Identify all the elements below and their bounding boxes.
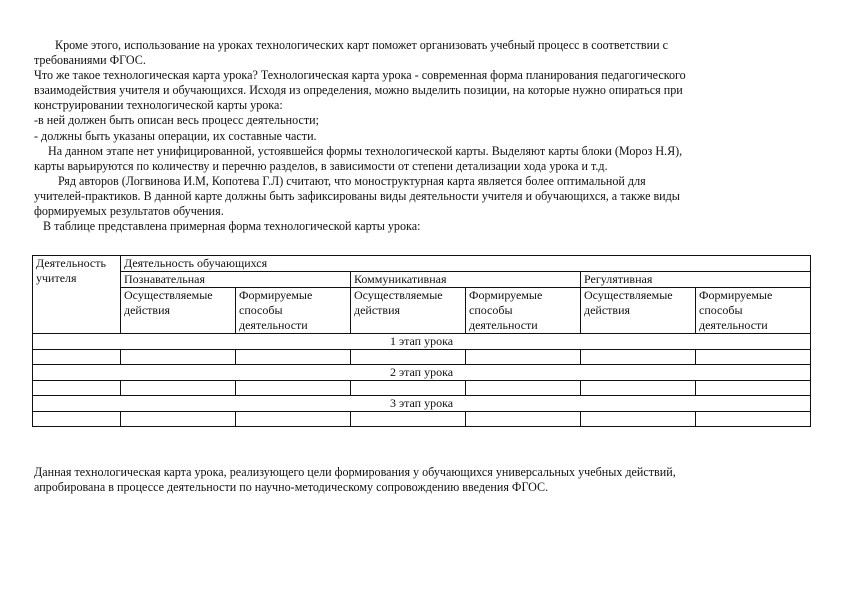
- subheader-ways: Формируемые способы деятельности: [696, 288, 811, 334]
- table-cell: [33, 350, 121, 365]
- table-row: [33, 350, 811, 365]
- paragraph-line: учителей-практиков. В данной карте должны быть зафиксированы виды деятельности учителя и обучающихся, а также виды: [34, 188, 680, 203]
- table-cell: [236, 350, 351, 365]
- technological-map-table: [32, 255, 811, 427]
- table-cell: [236, 412, 351, 427]
- table-cell: [581, 412, 696, 427]
- group-header-communicative: Коммуникативная: [351, 272, 581, 288]
- table-cell: [121, 350, 236, 365]
- list-item: - должны быть указаны операции, их составные части.: [34, 128, 317, 143]
- paragraph-line: Ряд авторов (Логвинова И.М, Копотева Г.Л) считают, что моноструктурная карта является более оптимальной для: [58, 173, 646, 188]
- paragraph-line: апробирована в процессе деятельности по научно-методическому сопровождению введения ФГОС.: [34, 480, 549, 495]
- table-cell: [696, 381, 811, 396]
- paragraph-line: требованиями ФГОС.: [34, 53, 146, 68]
- table-cell: [351, 350, 466, 365]
- students-activity-header: Деятельность обучающихся: [121, 256, 811, 272]
- paragraph-line: В таблице представлена примерная форма технологической карты урока:: [43, 219, 421, 234]
- stage-row: 2 этап урока: [33, 365, 811, 381]
- paragraph-line: На данном этапе нет унифицированной, устоявшейся формы технологической карты. Выделяют карты блоки (Мороз Н.Я),: [48, 143, 683, 158]
- paragraph-line: взаимодействия учителя и обучающихся. Исходя из определения, можно выделить позиции, на которые нужно опираться при: [34, 83, 683, 98]
- stage-row: 3 этап урока: [33, 396, 811, 412]
- subheader-actions: Осуществляемые действия: [351, 288, 466, 334]
- group-header-regulative: Регулятивная: [581, 272, 811, 288]
- list-item: -в ней должен быть описан весь процесс деятельности;: [34, 113, 319, 128]
- table-cell: [121, 412, 236, 427]
- closing-text: [34, 465, 814, 495]
- table-cell: [466, 381, 581, 396]
- table-cell: [236, 381, 351, 396]
- subheader-actions: Осуществляемые действия: [581, 288, 696, 334]
- table-row: [33, 412, 811, 427]
- table-cell: [33, 412, 121, 427]
- subheader-ways: Формируемые способы деятельности: [466, 288, 581, 334]
- table-cell: [581, 381, 696, 396]
- paragraph-line: карты варьируются по количеству и перечню разделов, в зависимости от степени детализации хода урока и т.д.: [34, 158, 608, 173]
- table-cell: [466, 412, 581, 427]
- teacher-activity-header: Деятельность учителя: [33, 256, 121, 334]
- paragraph-line: Что же такое технологическая карта урока? Технологическая карта урока - современная форма планирования педагогического: [34, 68, 686, 83]
- group-header-cognitive: Познавательная: [121, 272, 351, 288]
- paragraph-line: конструировании технологической карты урока:: [34, 98, 283, 113]
- table-cell: [696, 412, 811, 427]
- paragraph-line: формируемых результатов обучения.: [34, 204, 224, 219]
- subheader-ways: Формируемые способы деятельности: [236, 288, 351, 334]
- stage-row: 1 этап урока: [33, 334, 811, 350]
- table-cell: [351, 381, 466, 396]
- table-cell: [466, 350, 581, 365]
- table-cell: [33, 381, 121, 396]
- table-cell: [121, 381, 236, 396]
- paragraph-line: Данная технологическая карта урока, реализующего цели формирования у обучающихся универсальных учебных действий,: [34, 465, 676, 479]
- table-cell: [581, 350, 696, 365]
- subheader-actions: Осуществляемые действия: [121, 288, 236, 334]
- table-row: [33, 381, 811, 396]
- intro-text: [34, 38, 814, 234]
- table-cell: [696, 350, 811, 365]
- table-cell: [351, 412, 466, 427]
- paragraph-line: Кроме этого, использование на уроках технологических карт поможет организовать учебный процесс в соответствии с: [55, 38, 668, 52]
